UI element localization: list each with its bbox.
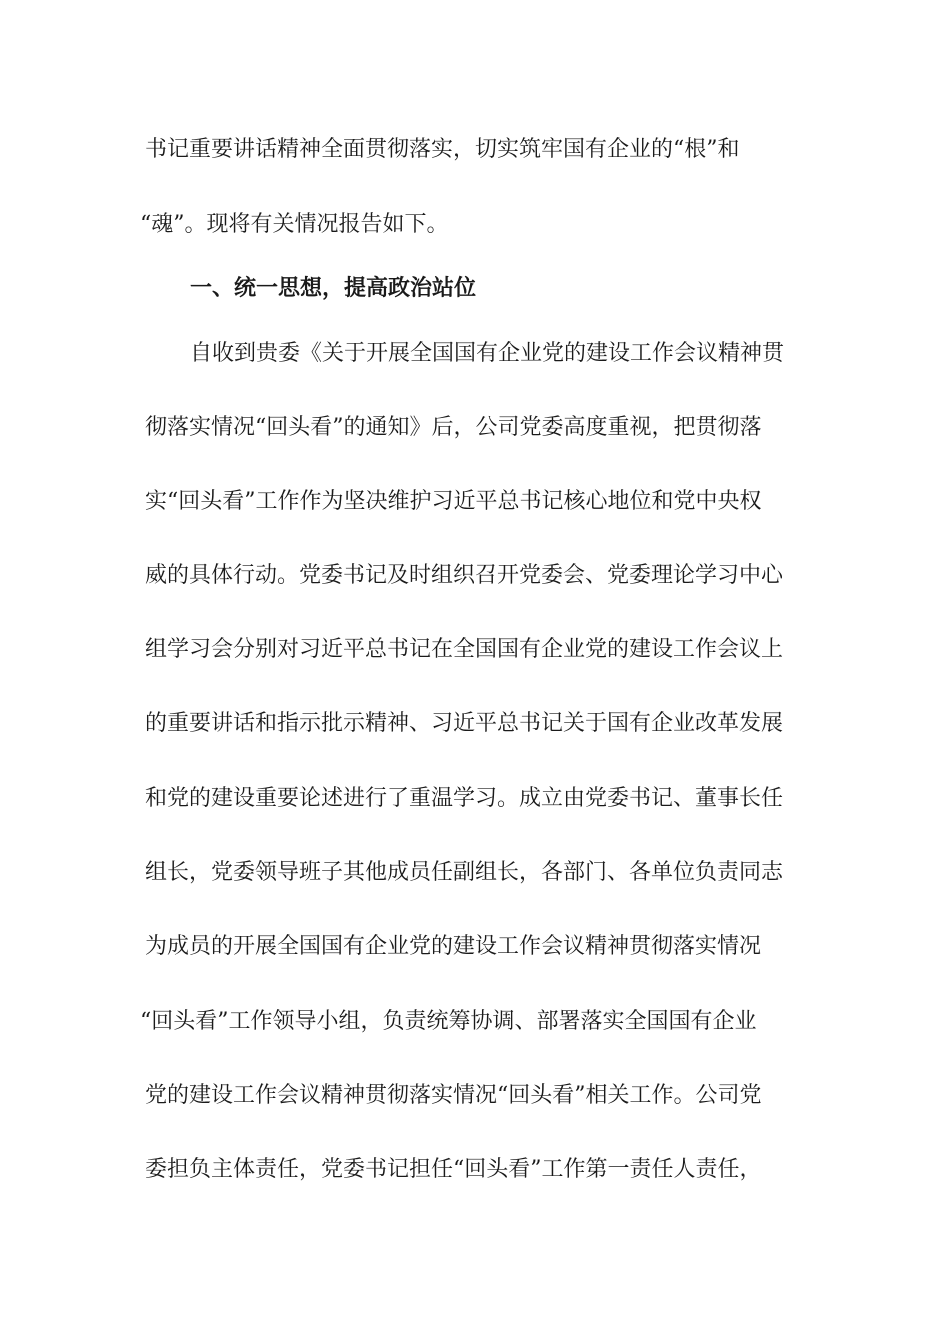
paragraph-line-10: 组长，党委领导班子其他成员任副组长，各部门、各单位负责同志 — [145, 860, 784, 885]
paragraph-line-1: 书记重要讲话精神全面贯彻落实，切实筑牢国有企业的“根”和 — [145, 137, 740, 162]
paragraph-line-7: 组学习会分别对习近平总书记在全国国有企业党的建设工作会议上 — [145, 637, 784, 662]
paragraph-line-11: 为成员的开展全国国有企业党的建设工作会议精神贯彻落实情况 — [145, 934, 762, 959]
paragraph-line-3: 自收到贵委《关于开展全国国有企业党的建设工作会议精神贯 — [190, 341, 785, 366]
paragraph-line-8: 的重要讲话和指示批示精神、习近平总书记关于国有企业改革发展 — [145, 711, 784, 736]
paragraph-line-2: “魂”。现将有关情况报告如下。 — [140, 212, 449, 237]
paragraph-line-12: “回头看”工作领导小组，负责统筹协调、部署落实全国国有企业 — [140, 1009, 757, 1034]
paragraph-line-6: 威的具体行动。党委书记及时组织召开党委会、党委理论学习中心 — [145, 563, 784, 588]
paragraph-line-13: 党的建设工作会议精神贯彻落实情况“回头看”相关工作。公司党 — [145, 1083, 762, 1108]
section-heading: 一、统一思想，提高政治站位 — [190, 276, 477, 301]
paragraph-line-14: 委担负主体责任，党委书记担任“回头看”工作第一责任人责任， — [145, 1157, 762, 1182]
paragraph-line-9: 和党的建设重要论述进行了重温学习。成立由党委书记、董事长任 — [145, 786, 784, 811]
paragraph-line-5: 实“回头看”工作作为坚决维护习近平总书记核心地位和党中央权 — [145, 489, 762, 514]
paragraph-line-4: 彻落实情况“回头看”的通知》后，公司党委高度重视，把贯彻落 — [145, 415, 762, 440]
